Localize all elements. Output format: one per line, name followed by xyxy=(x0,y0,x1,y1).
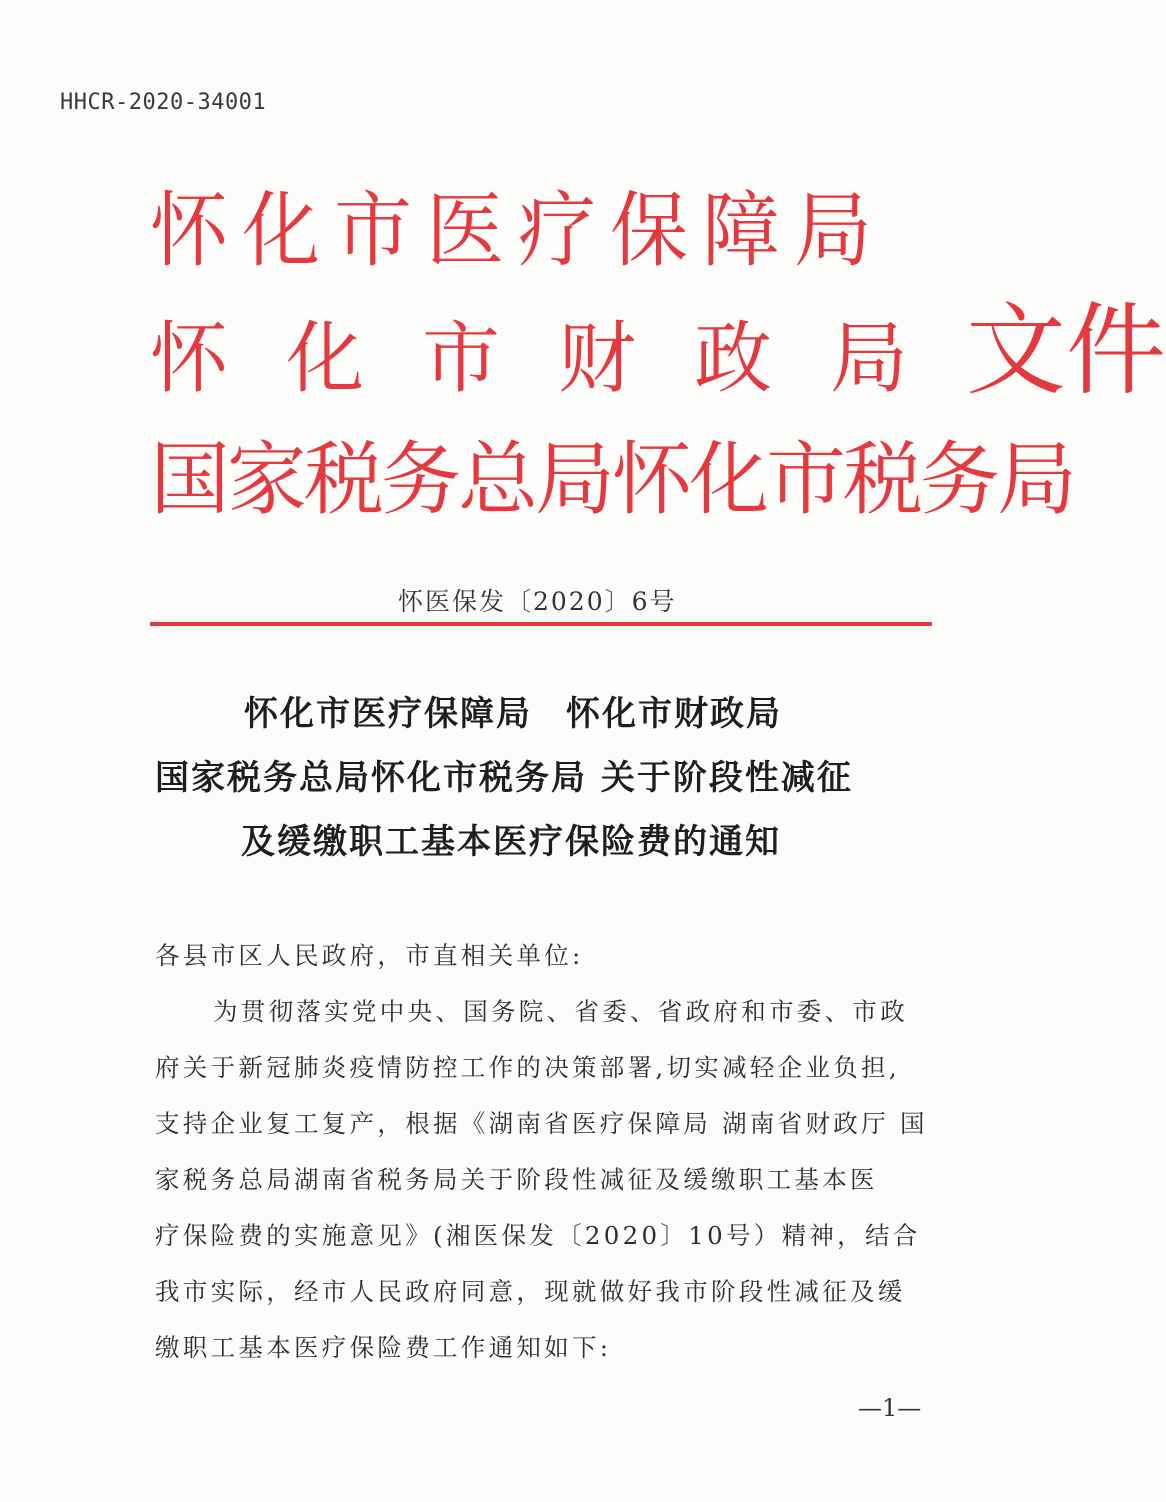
header-agency-tax: 国家税务总局怀化市税务局 xyxy=(150,433,1074,526)
title-line-3: 及缓缴职工基本医疗保险费的通知 xyxy=(241,822,781,862)
title-line-1-part-2: 怀化市财政局 xyxy=(566,694,782,734)
header-agency-finance-line xyxy=(150,292,1166,409)
title-line-1 xyxy=(244,686,782,735)
paragraph-line: 疗保险费的实施意见》(湘医保发〔2020〕10号）精神，结合 xyxy=(155,1221,921,1250)
red-divider-line xyxy=(150,622,932,626)
paragraph-line: 缴职工基本医疗保险费工作通知如下: xyxy=(155,1333,612,1362)
document-number: 怀医保发〔2020〕6号 xyxy=(398,587,677,616)
header-agency-medical-security: 怀化市医疗保障局 xyxy=(150,184,887,279)
salutation: 各县市区人民政府，市直相关单位: xyxy=(155,941,584,970)
title-line-2: 国家税务总局怀化市税务局 关于阶段性减征 xyxy=(155,758,853,798)
paragraph-line: 我市实际，经市人民政府同意，现就做好我市阶段性减征及缓 xyxy=(155,1277,906,1306)
title-line-1-part-1: 怀化市医疗保障局 xyxy=(244,694,532,734)
paragraph-line: 为贯彻落实党中央、国务院、省委、省政府和市委、市政 xyxy=(213,997,908,1026)
page-number: —1— xyxy=(858,1394,922,1422)
paragraph-line: 支持企业复工复产，根据《湖南省医疗保障局 湖南省财政厅 国 xyxy=(155,1109,928,1138)
header-agency-finance: 怀化市财政局 xyxy=(150,314,967,404)
paragraph-line: 家税务总局湖南省税务局关于阶段性减征及缓缴职工基本医 xyxy=(155,1165,878,1194)
header-document-suffix: 文件 xyxy=(966,292,1166,409)
document-id-code: HHCR-2020-34001 xyxy=(60,90,267,115)
paragraph-line: 府关于新冠肺炎疫情防控工作的决策部署,切实减轻企业负担, xyxy=(155,1053,900,1082)
